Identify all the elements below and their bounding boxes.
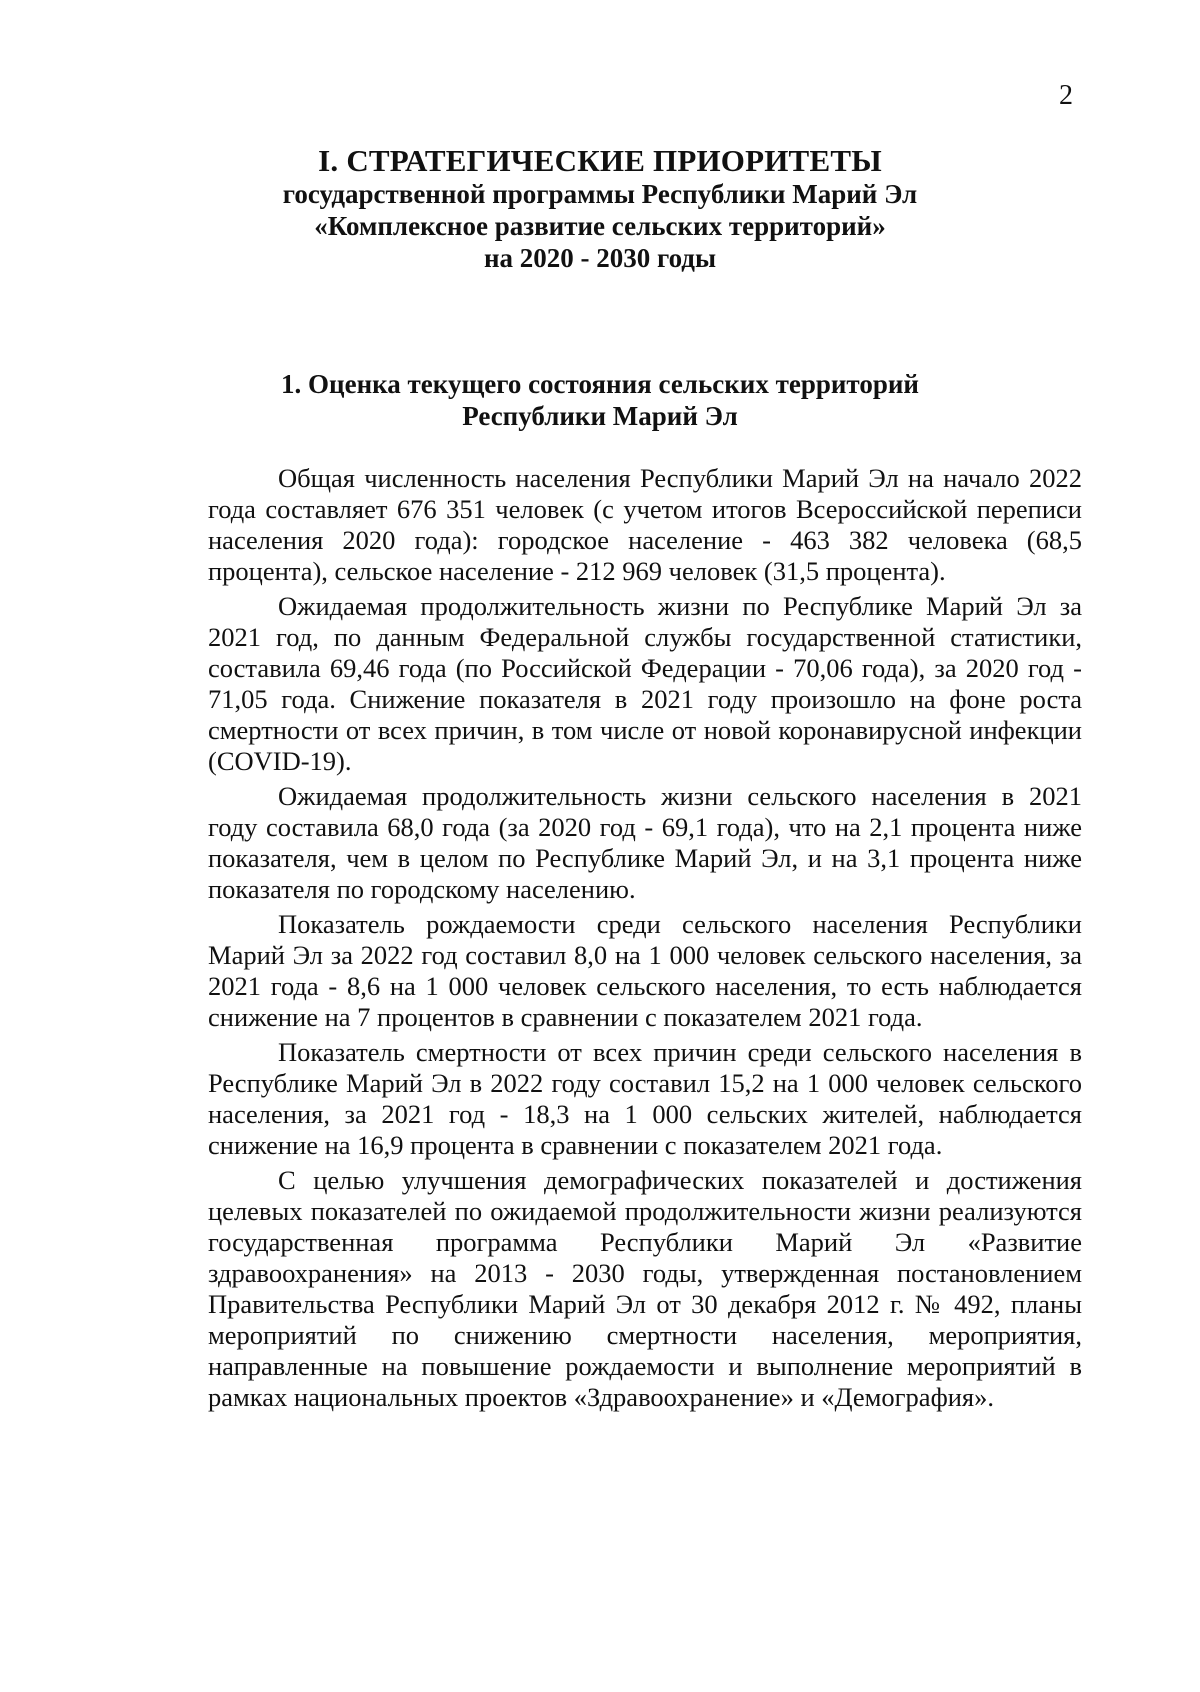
paragraph-mortality-rate: Показатель смертности от всех причин среди сельского населения в Республике Марий Эл в 2022 году составил 15,2 на 1 000 человек сельского населения, за 2021 год - 18,3 на 1 000 сельских жителей, наблюдается снижение на 16,9 процента в сравнении с показателем 2021 года.	[208, 1037, 1082, 1160]
paragraph-health-programs: С целью улучшения демографических показателей и достижения целевых показателей по ожидаемой продолжительности жизни реализуются государственная программа Республики Марий Эл «Развитие здравоохранения» на 2013 - 2030 годы, утвержденная постановлением Правительства Республики Марий Эл от 30 декабря 2012 г. № 492, планы мероприятий по снижению смертности населения, мероприятия, направленные на повышение рождаемости и выполнение мероприятий в рамках национальных проектов «Здравоохранение» и «Демография».	[208, 1165, 1082, 1412]
paragraph-birth-rate: Показатель рождаемости среди сельского населения Республики Марий Эл за 2022 год составил 8,0 на 1 000 человек сельского населения, за 2021 года - 8,6 на 1 000 человек сельского населения, то есть наблюдается снижение на 7 процентов в сравнении с показателем 2021 года.	[208, 909, 1082, 1032]
paragraph-life-expectancy: Ожидаемая продолжительность жизни по Республике Марий Эл за 2021 год, по данным Федеральной службы государственной статистики, составила 69,46 года (по Российской Федерации - 70,06 года), за 2020 год - 71,05 года. Снижение показателя в 2021 году произошло на фоне роста смертности от всех причин, в том числе от новой коронавирусной инфекции (COVID-19).	[208, 591, 1082, 776]
page-number: 2	[1059, 80, 1073, 111]
paragraph-rural-life-expectancy: Ожидаемая продолжительность жизни сельского населения в 2021 году составила 68,0 года (за 2020 год - 69,1 года), что на 2,1 процента ниже показателя, чем в целом по Республике Марий Эл, и на 3,1 процента ниже показателя по городскому населению.	[208, 781, 1082, 904]
title-line-3: «Комплексное развитие сельских территорий»	[314, 211, 886, 241]
document-title	[180, 144, 1020, 274]
paragraph-population: Общая численность населения Республики Марий Эл на начало 2022 года составляет 676 351 человек (с учетом итогов Всероссийской переписи населения 2020 года): городское население - 463 382 человека (68,5 процента), сельское население - 212 969 человек (31,5 процента).	[208, 463, 1082, 586]
title-line-1: I. СТРАТЕГИЧЕСКИЕ ПРИОРИТЕТЫ	[318, 143, 882, 178]
section-heading-line-1: 1. Оценка текущего состояния сельских территорий	[281, 369, 919, 399]
body-text	[208, 463, 1082, 1417]
title-line-2: государственной программы Республики Марий Эл	[282, 179, 918, 209]
title-line-4: на 2020 - 2030 годы	[483, 243, 717, 273]
section-heading	[180, 368, 1020, 432]
section-heading-line-2: Республики Марий Эл	[462, 401, 738, 431]
